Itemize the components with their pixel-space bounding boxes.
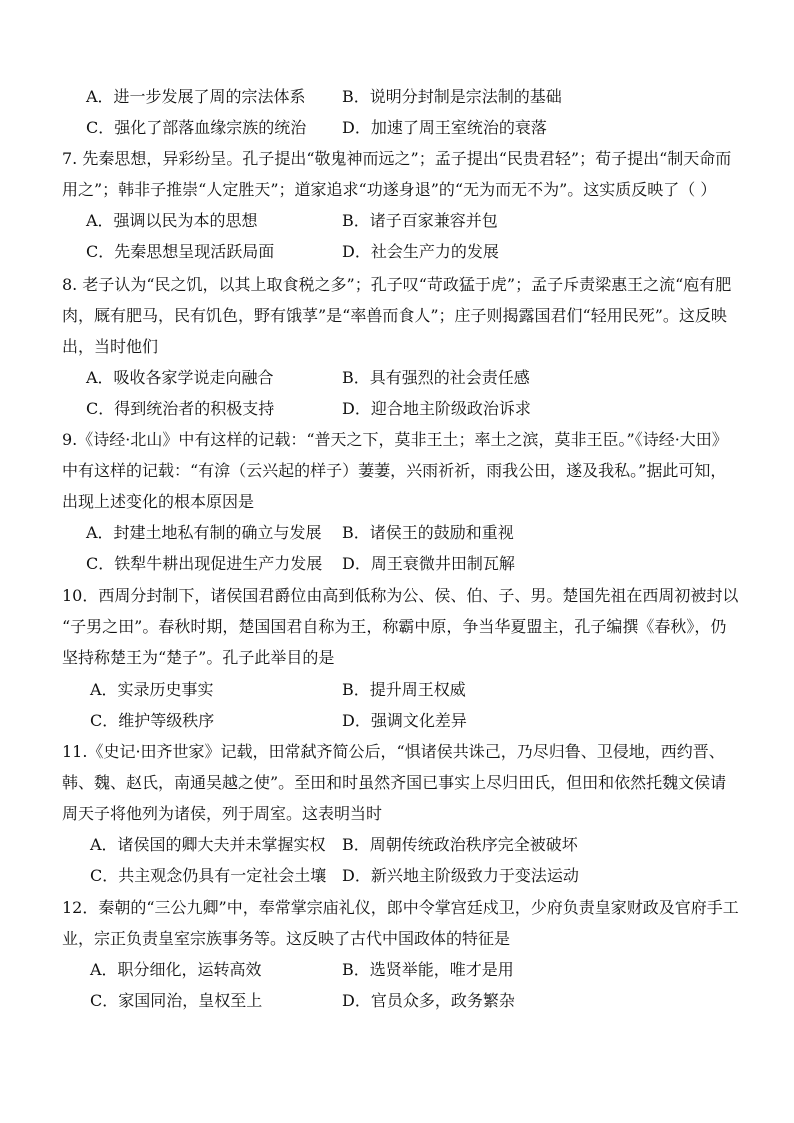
q11-stem-line-1: 11.《史记·田齐世家》记载，田常弑齐简公后，“惧诸侯共诛己，乃尽归鲁、卫侵地，西约晋、 (62, 742, 725, 761)
q11-option-a: A．诸侯国的卿大夫并未掌握实权 (90, 835, 326, 854)
q6-option-c: C．强化了部落血缘宗族的统治 (86, 118, 307, 137)
q10-stem-line-1: 10．西周分封制下，诸侯国君爵位由高到低称为公、侯、伯、子、男。楚国先祖在西周初被封以 (62, 586, 739, 605)
q11-stem-line-2: 韩、魏、赵氏，南通吴越之使”。至田和时虽然齐国已事实上尽归田氏，但田和依然托魏文侯请 (62, 773, 727, 792)
q8-option-b: B．具有强烈的社会责任感 (342, 368, 530, 387)
q8-option-d: D．迎合地主阶级政治诉求 (342, 399, 531, 418)
q7-option-c: C．先秦思想呈现活跃局面 (86, 242, 275, 261)
q12-stem-line-2: 业，宗正负责皇室宗族事务等。这反映了古代中国政体的特征是 (62, 929, 511, 948)
q10-option-d: D．强调文化差异 (342, 711, 467, 730)
q7-stem-line-1: 7. 先秦思想，异彩纷呈。孔子提出“敬鬼神而远之”；孟子提出“民贵君轻”；荀子提出“制天命而 (62, 149, 732, 168)
q7-option-a: A．强调以民为本的思想 (86, 211, 258, 230)
q9-option-d: D．周王衰微井田制瓦解 (342, 554, 515, 573)
q11-option-c: C．共主观念仍具有一定社会土壤 (90, 866, 327, 885)
q11-option-d: D．新兴地主阶级致力于变法运动 (342, 866, 579, 885)
q12-stem-line-1: 12．秦朝的“三公九卿”中，奉常掌宗庙礼仪，郎中令掌宫廷戍卫，少府负责皇家财政及官府手工 (62, 898, 739, 917)
q12-option-d: D．官员众多，政务繁杂 (342, 991, 515, 1010)
q9-option-c: C．铁犁牛耕出现促进生产力发展 (86, 554, 323, 573)
q6-option-b: B．说明分封制是宗法制的基础 (342, 87, 562, 106)
q9-stem-line-1: 9.《诗经·北山》中有这样的记载：“普天之下，莫非王土；率土之滨，莫非王臣。”《诗经·大田》 (62, 430, 728, 449)
q9-stem-line-2: 中有这样的记载：“有渰（云兴起的样子）萋萋，兴雨祈祈，雨我公田，遂及我私。”据此可知， (62, 461, 727, 480)
q10-stem-line-3: 坚持称楚王为“楚子”。孔子此举目的是 (62, 648, 335, 667)
q9-option-b: B．诸侯王的鼓励和重视 (342, 523, 514, 542)
q8-stem-line-2: 肉，厩有肥马，民有饥色，野有饿莩”是“率兽而食人”；庄子则揭露国君们“轻用民死”。这反映 (62, 306, 727, 325)
q8-stem-line-3: 出，当时他们 (62, 337, 159, 356)
q9-option-a: A．封建土地私有制的确立与发展 (86, 523, 322, 542)
q12-option-a: A．职分细化，运转高效 (90, 960, 262, 979)
q6-option-d: D．加速了周王室统治的衰落 (342, 118, 547, 137)
q12-option-c: C．家国同治，皇权至上 (90, 991, 263, 1010)
q6-option-a: A．进一步发展了周的宗法体系 (86, 87, 306, 106)
q8-option-a: A．吸收各家学说走向融合 (86, 368, 274, 387)
q11-option-b: B．周朝传统政治秩序完全被破坏 (342, 835, 578, 854)
q7-option-d: D．社会生产力的发展 (342, 242, 499, 261)
q11-stem-line-3: 周天子将他列为诸侯，列于周室。这表明当时 (62, 804, 383, 823)
q10-option-c: C．维护等级秩序 (90, 711, 215, 730)
q7-stem-line-2: 用之”；韩非子推崇“人定胜天”；道家追求“功遂身退”的“无为而无不为”。这实质反映了（ ） (62, 180, 717, 199)
q12-option-b: B．选贤举能，唯才是用 (342, 960, 514, 979)
q8-stem-line-1: 8. 老子认为“民之饥，以其上取食税之多”；孔子叹“苛政猛于虎”；孟子斥责梁惠王之流“庖有肥 (62, 275, 732, 294)
q10-option-a: A．实录历史事实 (90, 680, 214, 699)
q8-option-c: C．得到统治者的积极支持 (86, 399, 275, 418)
q9-stem-line-3: 出现上述变化的根本原因是 (62, 492, 255, 511)
q10-option-b: B．提升周王权威 (342, 680, 466, 699)
q7-option-b: B．诸子百家兼容并包 (342, 211, 498, 230)
q10-stem-line-2: “子男之田”。春秋时期，楚国国君自称为王，称霸中原，争当华夏盟主，孔子编撰《春秋》，仍 (62, 617, 727, 636)
